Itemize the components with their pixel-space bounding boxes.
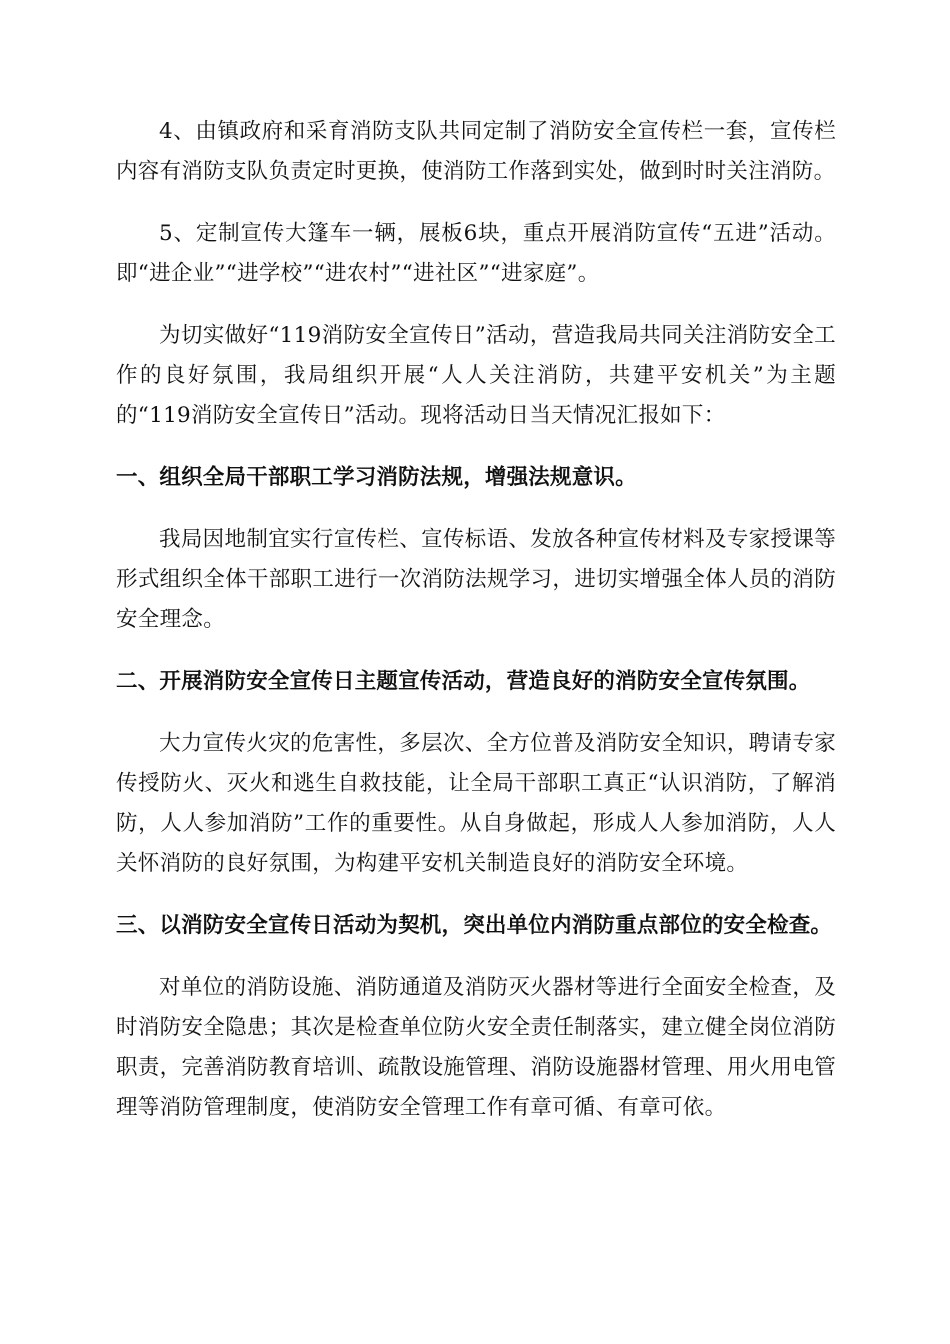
section-heading-2: 二、开展消防安全宣传日主题宣传活动，营造良好的消防安全宣传氛围。 [116, 669, 811, 694]
document-page [116, 112, 836, 1128]
section-body-3: 对单位的消防设施、消防通道及消防灭火器材等进行全面安全检查，及时消防安全隐患；其次是检查单位防火安全责任制落实，建立健全岗位消防职责，完善消防教育培训、疏散设施管理、消防设施器材管理、用火用电管理等消防管理制度，使消防安全管理工作有章可循、有章可依。 [116, 975, 836, 1120]
section-heading-1: 一、组织全局干部职工学习消防法规，增强法规意识。 [116, 465, 637, 490]
paragraph-gap [116, 294, 836, 316]
paragraph-gap [116, 498, 836, 520]
paragraph-gap [116, 192, 836, 214]
paragraph-item-5: 5、定制宣传大篷车一辆，展板6块，重点开展消防宣传“五进”活动。即“进企业”“进学校”“进农村”“进社区”“进家庭”。 [116, 221, 836, 286]
paragraph-gap [116, 702, 836, 724]
paragraph-intro: 为切实做好“119消防安全宣传日”活动，营造我局共同关注消防安全工作的良好氛围，我局组织开展“人人关注消防，共建平安机关”为主题的“119消防安全宣传日”活动。现将活动日当天情况汇报如下： [116, 323, 836, 428]
paragraph-gap [116, 946, 836, 968]
paragraph-gap [116, 436, 836, 458]
paragraph-gap [116, 640, 836, 662]
section-body-1: 我局因地制宜实行宣传栏、宣传标语、发放各种宣传材料及专家授课等形式组织全体干部职工进行一次消防法规学习，进切实增强全体人员的消防安全理念。 [116, 527, 836, 632]
paragraph-item-4: 4、由镇政府和采育消防支队共同定制了消防安全宣传栏一套，宣传栏内容有消防支队负责定时更换，使消防工作落到实处，做到时时关注消防。 [116, 119, 836, 184]
section-heading-3: 三、以消防安全宣传日活动为契机，突出单位内消防重点部位的安全检查。 [116, 913, 833, 938]
section-body-2: 大力宣传火灾的危害性，多层次、全方位普及消防安全知识，聘请专家传授防火、灭火和逃生自救技能，让全局干部职工真正“认识消防，了解消防，人人参加消防”工作的重要性。从自身做起，形成人人参加消防，人人关怀消防的良好氛围，为构建平安机关制造良好的消防安全环境。 [116, 731, 836, 876]
paragraph-gap [116, 884, 836, 906]
